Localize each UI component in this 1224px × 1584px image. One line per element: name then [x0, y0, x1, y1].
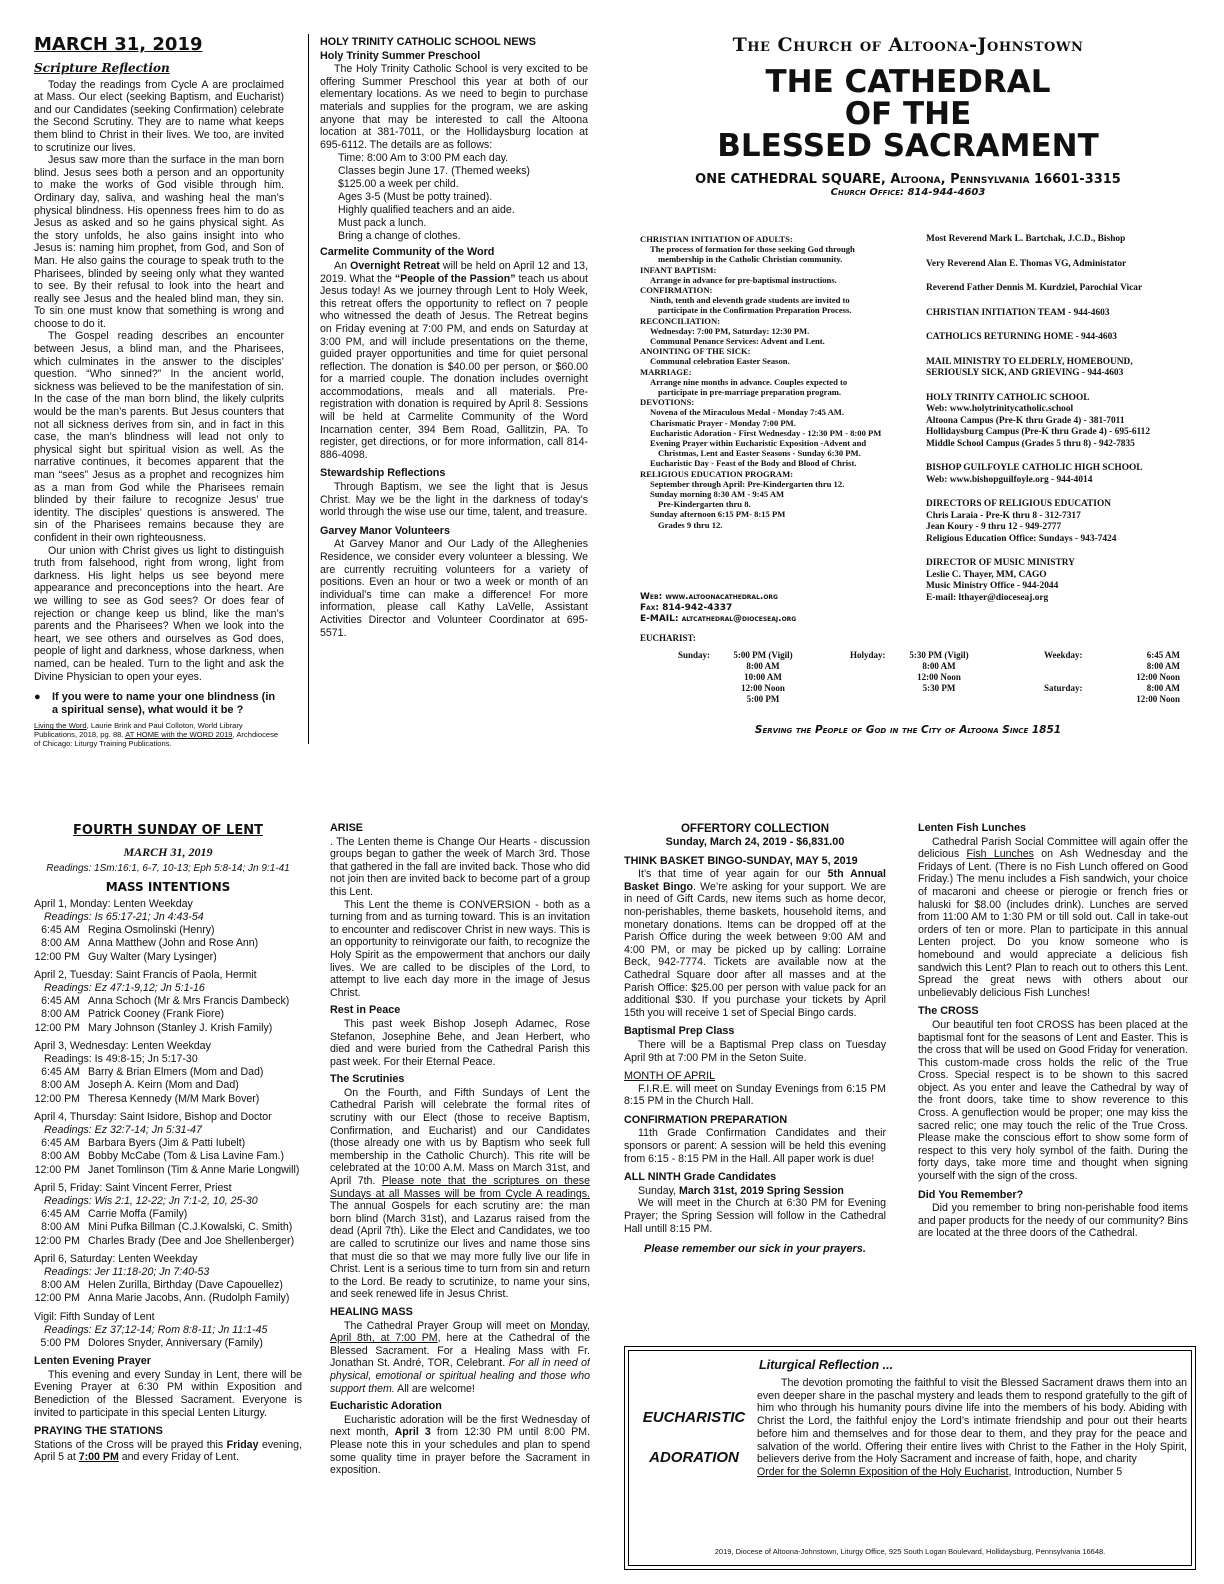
- list-item: Bring a change of clothes.: [338, 230, 461, 243]
- saturday-times: [1110, 683, 1180, 705]
- carmelite-text: An Overnight Retreat will be held on April 12 and 13, 2019. What the “People of the Passion” teach us about Jesus today! As we journey through Lent to Holy Week, this retreat offers the opportunity to reflect on 7 people who witnessed the death of Jesus. The Retreat begins on Friday evening at 7:00 PM, and ends on Saturday at 3:00 PM, and will include presentations on the theme, guided prayer opportunities and time for quiet personal reflection. The donation is $40.00 per person, or $60.00 for a married couple. The donation includes overnight accommodations, meals and all materials. Pre-registration with donation is required by April 8. Sessions will be held at Carmelite Community of the Word Incarnation center, 394 Bem Road, Gallitzin, PA. To register, get directions, or for more information, call 814-886-4098.: [320, 259, 588, 461]
- garvey-heading: Garvey Manor Volunteers: [320, 524, 451, 537]
- directory-line: participate in pre-marriage preparation program.: [658, 387, 842, 398]
- mass-time: 5:00 PM: [746, 694, 780, 704]
- vigil-readings: Readings: Ez 37;12-14; Rom 8:8-11; Jn 11:1-45: [44, 1323, 268, 1336]
- mass-intentions-heading: MASS INTENTIONS: [105, 880, 231, 895]
- liturgical-reflection-title: Liturgical Reflection ...: [759, 1358, 894, 1372]
- mass-time: 5:30 PM: [922, 683, 956, 693]
- lenten-evening-prayer-heading: Lenten Evening Prayer: [34, 1355, 152, 1368]
- fish-lunch-column: [918, 822, 1188, 1338]
- mass-time: 5:00 PM (Vigil): [733, 650, 793, 660]
- directory-line: CATHOLICS RETURNING HOME - 944-4603: [926, 332, 1117, 342]
- citation-text: , Laurie Brink and Paul Colloton, World Library Publications, 2018, pg. 88.: [34, 721, 243, 740]
- directory-line: RELIGIOUS EDUCATION PROGRAM:: [640, 468, 794, 479]
- month-text: F.I.R.E. will meet on Sunday Evenings from 6:15 PM 8:15 PM in the Church Hall.: [624, 1082, 886, 1108]
- holyday-label: Holyday:: [850, 650, 886, 660]
- directory-line: Sunday morning 8:30 AM - 9:45 AM: [650, 489, 785, 500]
- directory-line: Arrange in advance for pre-baptismal instructions.: [650, 274, 837, 285]
- offertory-amount: Sunday, March 24, 2019 - $6,831.00: [665, 836, 845, 848]
- healing-mass-text: The Cathedral Prayer Group will meet on Monday, April 8th, at 7:00 PM, here at the Cathedral of the Blessed Sacrament. For a Healing Mass with Fr. Jonathan St. André, TOR, Celebrant. For all in need of physical, emotional or spiritual healing and those who support them. All are welcome!: [330, 1319, 590, 1395]
- directory-line: Jean Koury - 9 thru 12 - 949-2777: [926, 522, 1062, 532]
- remember-heading: Did You Remember?: [918, 1188, 1024, 1201]
- sick-reminder: Please remember our sick in your prayers.: [644, 1243, 866, 1256]
- intention-row: 8:00 AM Bobby McCabe (Tom & Lisa Lavine Fam.): [41, 1150, 285, 1163]
- preschool-text: The Holy Trinity Catholic School is very excited to be offering Summer Preschool this year at both of our elementary locations. As we need to begin to purchase materials and supplies for the program, we are asking anyone that may be interested to call the Altoona location at 381-7011, or the Hollidaysburg location at 695-6112. The details are as follows:: [320, 63, 588, 151]
- intention-row: 6:45 AM Barbara Byers (Jim & Patti Iubelt): [41, 1137, 246, 1150]
- list-item: Classes begin June 17. (Themed weeks): [338, 165, 530, 178]
- directory-line: CONFIRMATION:: [640, 285, 713, 296]
- confirmation-text: 11th Grade Confirmation Candidates and their sponsors or parent: A session will be held this evening from 6:15 - 8:15 PM in the Hall. All paper work is due!: [624, 1127, 886, 1165]
- garvey-text: At Garvey Manor and Our Lady of the Alleghenies Residence, we consider every volunteer a blessing. We are currently recruiting volunteers for a variety of positions. Even an hour or two a week or month of an individual’s time can make a difference! For more information, please call Kathy LaVelle, Assistant Activities Director and Volunteer Coordinator at 695-5571.: [320, 538, 588, 639]
- directory-line: HOLY TRINITY CATHOLIC SCHOOL: [926, 392, 1090, 403]
- offertory-column: [624, 822, 886, 1338]
- directory-line: Web: www.holytrinitycatholic.school: [926, 404, 1074, 414]
- day-title: April 2, Tuesday: Saint Francis of Paola, Hermit: [34, 968, 257, 981]
- list-item: $125.00 a week per child.: [338, 178, 459, 191]
- directory-line: MAIL MINISTRY TO ELDERLY, HOMEBOUND,: [926, 356, 1133, 367]
- directory-line: CHRISTIAN INITIATION TEAM - 944-4603: [926, 307, 1110, 318]
- citation-title: AT HOME with the WORD 2019: [125, 730, 233, 740]
- cathedral-title: THE CATHEDRAL OF THE BLESSED SACRAMENT: [717, 64, 1099, 164]
- stations-heading: PRAYING THE STATIONS: [34, 1425, 163, 1438]
- day-block: [34, 898, 302, 964]
- reflection-question: [34, 691, 284, 717]
- day-block: [34, 1111, 302, 1177]
- spacer: [926, 545, 1188, 558]
- citation: [34, 721, 284, 748]
- cross-text: Our beautiful ten foot CROSS has been placed at the baptismal font for the seasons of Lent and Easter. This is the cross that will be used on Good Friday for veneration. This custom-made cross holds the relic of the True Cross. Special respect is to be shown to this sacred object. As you enter and leave the Cathedral by way of the front doors, take time to show reverence to this Cross. A genuflection would be proper; one may kiss the sacred relic; one may touch the relic of the True Cross. Please make the conscious effort to show some form of respect to this very holy symbol of the faith. During the forty days, take more time and thought when signing yourself with the sign of the cross.: [918, 1018, 1188, 1183]
- sunday-times: [718, 650, 808, 705]
- spacer: [926, 246, 1188, 259]
- list-item: Time: 8:00 Am to 3:00 PM each day.: [338, 152, 509, 165]
- mass-time: 12:00 Noon: [741, 683, 785, 693]
- bullet-icon: ●: [34, 691, 41, 704]
- bullet-text: If you were to name your one blindness (in a spiritual sense), what would it be ?: [52, 691, 276, 717]
- mass-time: 12:00 Noon: [1136, 694, 1180, 704]
- adoration-footer: 2019, Diocese of Altoona-Johnstown, Liturgy Office, 925 South Logan Boulevard, Hollidaysburg, Pennsylvania 16648.: [714, 1547, 1106, 1556]
- stewardship-heading: Stewardship Reflections: [320, 467, 446, 480]
- eucharist-schedule: [640, 633, 1190, 713]
- directory-line: ANOINTING OF THE SICK:: [640, 346, 751, 357]
- day-readings: Readings: Is 49:8-15; Jn 5:17-30: [44, 1053, 198, 1066]
- directory-line: DIRECTORS OF RELIGIOUS EDUCATION: [926, 499, 1112, 509]
- day-block: [34, 1182, 302, 1248]
- list-item: Must pack a lunch.: [338, 217, 427, 230]
- column-divider: [308, 34, 309, 744]
- confirmation-heading: CONFIRMATION PREPARATION: [624, 1113, 788, 1126]
- directory-line: Pre-Kindergarten thru 8.: [658, 499, 751, 510]
- directory-line: September through April: Pre-Kindergarten thru 12.: [650, 478, 845, 489]
- mass-time: 12:00 Noon: [1136, 672, 1180, 682]
- intention-row: 8:00 AM Anna Matthew (John and Rose Ann): [41, 937, 259, 950]
- list-item: Ages 3-5 (Must be potty trained).: [338, 191, 493, 204]
- baptismal-prep-text: There will be a Baptismal Prep class on Tuesday April 9th at 7:00 PM in the Seton Suite.: [624, 1038, 886, 1064]
- scripture-paragraph: The Gospel reading describes an encounter between Jesus, a blind man, and the Pharisees, which culminates in the answer to the disciples’ question. “Who sinned?” In the ancient world, sickness was believed to be the manifestation of sin. In the case of the man born blind, the likely culprits would be the man’s parents. But Jesus counters that not all sickness derives from sin, and in fact in this case, the man’s blindness will lead not only to physical sight but spiritual vision as well. As the narrative continues, it becomes apparent that the man “sees” Jesus as a prophet and recognizes him as a man from God while the Pharisees remain blinded by their failure to recognize Jesus’ true identity. The disciples’ questions is answered. The sin of the Pharisees remains because they are confident in their own righteousness.: [34, 330, 284, 544]
- rest-in-peace-heading: Rest in Peace: [330, 1004, 401, 1017]
- directory-line: Novena of the Miraculous Medal - Monday 7:45 AM.: [650, 407, 845, 418]
- directory-line: Wednesday: 7:00 PM, Saturday: 12:30 PM.: [650, 325, 810, 336]
- weekday-times: [1110, 650, 1180, 683]
- mass-time: 5:30 PM (Vigil): [909, 650, 969, 660]
- directory-line: Music Ministry Office - 944-2044: [926, 581, 1059, 591]
- mass-time: 8:00 AM: [922, 661, 956, 671]
- directory-line: RECONCILIATION:: [640, 315, 721, 326]
- holyday-times: [894, 650, 984, 694]
- directory-line: Middle School Campus (Grades 5 thru 8) - 942-7835: [926, 438, 1135, 449]
- carmelite-heading: Carmelite Community of the Word: [320, 246, 495, 259]
- scripture-reflection-heading: Scripture Reflection: [34, 61, 170, 75]
- intention-row: 12:00 PM Anna Marie Jacobs, Ann. (Rudolph Family): [34, 1292, 290, 1305]
- mass-time: 8:00 AM: [746, 661, 780, 671]
- spacer: [926, 295, 1188, 308]
- mass-time: 8:00 AM: [1146, 683, 1180, 693]
- intention-row: 8:00 AM Mini Pufka Billman (C.J.Kowalski, C. Smith): [41, 1221, 293, 1234]
- vigil-block: [34, 1311, 302, 1351]
- directory-line: DIRECTOR OF MUSIC MINISTRY: [926, 558, 1075, 568]
- offertory-heading: OFFERTORY COLLECTION: [680, 823, 829, 835]
- directory-line: participate in the Confirmation Preparation Process.: [658, 305, 852, 316]
- intention-row: 12:00 PM Guy Walter (Mary Lysinger): [34, 950, 217, 963]
- day-readings: Readings: Ez 47:1-9,12; Jn 5:1-16: [44, 982, 205, 994]
- fish-lunch-heading: Lenten Fish Lunches: [918, 822, 1026, 834]
- day-readings: Readings: Jer 11:18-20; Jn 7:40-53: [44, 1266, 210, 1279]
- eucharistic-adoration-text: Eucharistic adoration will be the first Wednesday of next month, April 3 from 12:30 PM until 8:00 PM. Please note this in your schedules and plan to spend some quality time in prayer before the Sacrament in exposition.: [330, 1413, 590, 1477]
- directory-line: Ninth, tenth and eleventh grade students are invited to: [650, 295, 850, 306]
- directory-line: Christmas, Lent and Easter Seasons - Sunday 6:30 PM.: [658, 448, 861, 459]
- directory-line: Chris Laraia - Pre-K thru 8 - 312-7317: [926, 510, 1081, 521]
- directory-line: Altoona Campus (Pre-K thru Grade 4) - 381-7011: [926, 415, 1125, 426]
- intention-row: 12:00 PM Theresa Kennedy (M/M Mark Bover): [34, 1092, 260, 1105]
- directory-line: CHRISTIAN INITIATION OF ADULTS:: [640, 234, 793, 244]
- scripture-paragraph: Our union with Christ gives us light to distinguish truth from falsehood, right from wrong, light from darkness. His light helps us see beyond mere appearance and preconceptions into the heart. Are we willing to see as God sees? Or does fear of rejection or change keep us blind, like the man’s parents and the Pharisees? When we look into the heart, we see others and ourselves as God does, people of light and darkness, whose darkness, when named, can be healed. Turn to the light and ask the Divine Physician to open your eyes.: [34, 544, 284, 683]
- serving-tagline: Serving the People of God in the City of Altoona Since 1851: [754, 724, 1062, 736]
- preschool-heading: Holy Trinity Summer Preschool: [320, 49, 481, 62]
- intention-row: 8:00 AM Helen Zurilla, Birthday (Dave Capouellez): [41, 1279, 283, 1292]
- directory-line: Eucharistic Adoration - First Wednesday - 12:30 PM - 8:00 PM: [650, 427, 882, 438]
- directory-line: The process of formation for those seeking God through: [650, 244, 855, 255]
- directory-line: Most Reverend Mark L. Bartchak, J.C.D., Bishop: [926, 234, 1126, 244]
- directory-line: Web: www.bishopguilfoyle.org - 944-4014: [926, 474, 1093, 485]
- contact-block: [640, 592, 920, 625]
- stations-text: Stations of the Cross will be prayed this Friday evening, April 5 at 7:00 PM and every Friday of Lent.: [34, 1438, 302, 1464]
- arise-text: . The Lenten theme is Change Our Hearts - discussion groups began to gather the week of March 3rd. Those that gathered in the fall are invited back. Those who did not join then are invited back to become part of a group this Lent.: [330, 835, 590, 898]
- arise-column: [330, 822, 590, 1570]
- day-readings: Readings: Is 65:17-21; Jn 4:43-54: [44, 910, 204, 923]
- directory-line: Evening Prayer within Eucharistic Exposition -Advent and: [650, 438, 867, 449]
- directory-line: MARRIAGE:: [640, 366, 692, 377]
- intention-row: 12:00 PM Charles Brady (Dee and Joe Shellenberger): [34, 1234, 295, 1247]
- intention-row: 6:45 AM Anna Schoch (Mr & Mrs Francis Dambeck): [41, 995, 290, 1008]
- directory-line: Charismatic Prayer - Monday 7:00 PM.: [650, 417, 796, 428]
- mass-intentions-column: [34, 822, 302, 1570]
- directory-line: Religious Education Office: Sundays - 943-7424: [926, 533, 1117, 544]
- cross-heading: The CROSS: [918, 1005, 979, 1018]
- scripture-paragraph: Today the readings from Cycle A are proclaimed at Mass. Our elect (seeking Baptism, and Eucharist) and our Candidates (seeking Confirmation) celebrate the Second Scrutiny. They are to name what keeps them blind to Christ in their lives. We too, are invited to scrutinize our lives.: [34, 78, 284, 154]
- directory-line: Communal celebration Easter Season.: [650, 356, 790, 367]
- citation-text: , Archdiocese of Chicago: Liturgy Training Publications.: [34, 730, 279, 749]
- fax: Fax: 814-942-4337: [640, 603, 733, 613]
- baptismal-prep-heading: Baptismal Prep Class: [624, 1025, 735, 1038]
- directory-line: Eucharistic Day - Feast of the Body and Blood of Christ.: [650, 458, 857, 469]
- day-block: [34, 1040, 302, 1106]
- mass-intentions-list: [34, 898, 302, 1306]
- directory-line: BISHOP GUILFOYLE CATHOLIC HIGH SCHOOL: [926, 463, 1143, 473]
- liturgical-reflection-inner: [628, 1350, 1192, 1566]
- lenten-evening-prayer-text: This evening and every Sunday in Lent, there will be Evening Prayer at 6:30 PM within Exposition and Benediction of the Blessed Sacrament. Everyone is invited to participate in this special Lenten Liturgy.: [34, 1368, 302, 1419]
- spacer: [926, 344, 1188, 357]
- mass-time: 6:45 AM: [1146, 650, 1180, 660]
- bingo-heading: THINK BASKET BINGO-SUNDAY, MAY 5, 2019: [624, 854, 858, 867]
- day-block: [34, 1253, 302, 1306]
- intention-row: 5:00 PM Dolores Snyder, Anniversary (Family): [40, 1337, 263, 1350]
- scripture-column: [34, 34, 284, 754]
- intention-row: 8:00 AM Joseph A. Keirn (Mom and Dad): [41, 1079, 239, 1092]
- directory-line: Leslie C. Thayer, MM, CAGO: [926, 569, 1047, 580]
- directory-line: Arrange nine months in advance. Couples expected to: [650, 376, 848, 387]
- rest-in-peace-text: This past week Bishop Joseph Adamec, Rose Stefanon, Josephine Behe, and Jean Herbert, who died and were buried from the Cathedral Parish this past week. For their Eternal Peace.: [330, 1017, 590, 1068]
- day-title: April 4, Thursday: Saint Isidore, Bishop and Doctor: [34, 1110, 272, 1123]
- day-readings: Readings: Wis 2:1, 12-22; Jn 7:1-2, 10, 25-30: [44, 1195, 258, 1208]
- directory-line: Hollidaysburg Campus (Pre-K thru Grade 4) - 695-6112: [926, 427, 1151, 437]
- school-news-heading: HOLY TRINITY CATHOLIC SCHOOL NEWS: [320, 36, 536, 48]
- adoration-label-2: ADORATION: [649, 1449, 739, 1466]
- saturday-label: Saturday:: [1044, 683, 1083, 693]
- list-item: Highly qualified teachers and an aide.: [338, 204, 515, 217]
- sunday-date: MARCH 31, 2019: [123, 845, 213, 859]
- day-title: April 1, Monday: Lenten Weekday: [34, 897, 193, 910]
- school-news-column: [320, 36, 588, 756]
- directory-line: Grades 9 thru 12.: [658, 519, 723, 530]
- intention-row: 6:45 AM Barry & Brian Elmers (Mom and Dad): [41, 1066, 264, 1079]
- eucharistic-adoration-heading: Eucharistic Adoration: [330, 1400, 442, 1413]
- sacraments-directory: [640, 234, 920, 530]
- ninth-grade-date: Sunday, March 31st, 2019 Spring Session: [638, 1184, 844, 1197]
- directory-line: membership in the Catholic Christian community.: [658, 254, 843, 265]
- masthead: [628, 34, 1188, 198]
- directory-line: Sunday afternoon 6:15 PM- 8:15 PM: [650, 509, 786, 520]
- intention-row: 8:00 AM Patrick Cooney (Frank Fiore): [41, 1008, 224, 1021]
- intention-row: 6:45 AM Regina Osmolinski (Henry): [41, 924, 215, 937]
- scrutinies-text: On the Fourth, and Fifth Sundays of Lent the Cathedral Parish will celebrate the formal rites of scrutiny with our Elect (those to receive Baptism, Confirmation, and Eucharist) and our Candidates (those already one with us by Baptism who seek full membership in the Catholic Church). This rite will be celebrated at the 10:00 A.M. Mass on March 31st, and April 7th. Please note that the scriptures on these Sundays at all Masses will be from Cycle A readings. The annual Gospels for each scrutiny are: the man born blind (March 31st), and Lazarus raised from the dead (April 7th). Like the Elect and Candidates, we too are called to scrutinize our lives and name those sins that must die so that we may more fully live our life in Christ. Lent is a serious time to turn from sin and return to the Lord. Be ready to scrutinize, to name your sins, and seek renewed life in Jesus Christ.: [330, 1086, 590, 1301]
- preschool-details: [338, 152, 588, 243]
- eucharist-label: EUCHARIST:: [640, 633, 696, 643]
- spacer: [926, 270, 1188, 283]
- directory-line: Reverend Father Dennis M. Kurdziel, Parochial Vicar: [926, 283, 1143, 293]
- spacer: [926, 319, 1188, 332]
- citation-title: Living the Word: [34, 721, 87, 731]
- directory-line: Very Reverend Alan E. Thomas VG, Administator: [926, 258, 1127, 269]
- vigil-title: Vigil: Fifth Sunday of Lent: [34, 1310, 155, 1323]
- day-title: April 5, Friday: Saint Vincent Ferrer, Priest: [34, 1181, 232, 1194]
- address: ONE CATHEDRAL SQUARE, Altoona, Pennsylvania 16601-3315: [695, 172, 1121, 187]
- mass-time: 8:00 AM: [1146, 661, 1180, 671]
- email: E-MAIL: altcathedral@dioceseaj.org: [640, 614, 797, 624]
- adoration-source: Order for the Solemn Exposition of the Holy Eucharist: [757, 1465, 1009, 1478]
- directory-line: INFANT BAPTISM:: [640, 264, 717, 275]
- scripture-paragraph: Jesus saw more than the surface in the man born blind. Jesus sees both a person and an opportunity to make the works of God visible through him. Ordinary day, saliva, and washing heal the man’s physical blindness. His openness frees him to do as Jesus as asked and so he gains physical sight. As the story unfolds, he also gains insight into who Jesus is: naming him prophet, from God, and Son of Man. He also gains the courage to speak truth to the Pharisees, blinded by seeing only what they wanted to see. By their refusal to look into the heart and really see Jesus and the healed blind man, they sin. To sin one must know that something is wrong and choose to do it.: [34, 154, 284, 330]
- scrutinies-heading: The Scrutinies: [330, 1073, 405, 1086]
- weekday-label: Weekday:: [1044, 650, 1083, 660]
- church-office-phone: Church Office: 814-944-4603: [830, 187, 986, 198]
- ninth-grade-text: We will meet in the Church at 6:30 PM for Evening Prayer; the Spring Session will follow in the Cathedral Hall untill 8:15 PM.: [624, 1197, 886, 1235]
- website: Web: www.altoonacathedral.org: [640, 592, 778, 602]
- directory-line: SERIOUSLY SICK, AND GRIEVING - 944-4603: [926, 368, 1124, 378]
- staff-directory: [926, 234, 1188, 604]
- sunday-readings: Readings: 1Sm:16:1, 6-7, 10-13; Eph 5:8-14; Jn 9:1-41: [46, 862, 290, 874]
- arise-text: This Lent the theme is CONVERSION - both as a turning from and as turning toward. This is an invitation to encounter and rediscover Christ in new ways. This is an opportunity to reinvigorate our faith, to recognize the Holy Spirit as the empowerment that anchors our daily lives. We are called to be disciples of the Lord, to attempt to live each day more in the image of Jesus Christ.: [330, 898, 590, 999]
- sunday-title: FOURTH SUNDAY OF LENT: [73, 823, 263, 838]
- intention-row: 12:00 PM Mary Johnson (Stanley J. Krish Family): [34, 1021, 273, 1034]
- mass-time: 12:00 Noon: [917, 672, 961, 682]
- arise-heading: ARISE: [330, 822, 363, 834]
- intention-row: 12:00 PM Janet Tomlinson (Tim & Anne Marie Longwill): [34, 1163, 300, 1176]
- spacer: [926, 450, 1188, 463]
- date-heading: MARCH 31, 2019: [34, 34, 203, 55]
- directory-line: E-mail: lthayer@dioceseaj.org: [926, 592, 1049, 603]
- adoration-label-1: EUCHARISTIC: [642, 1409, 746, 1426]
- spacer: [926, 380, 1188, 393]
- diocese-title: The Church of Altoona-Johnstown: [732, 34, 1084, 56]
- remember-text: Did you remember to bring non-perishable food items and paper products for the needy of our community? Bins are located at the three doors of the Cathedral.: [918, 1202, 1188, 1240]
- month-heading: MONTH OF APRIL: [624, 1070, 716, 1083]
- mass-time: 10:00 AM: [744, 672, 782, 682]
- day-title: April 6, Saturday: Lenten Weekday: [34, 1252, 198, 1265]
- fish-lunch-text: Cathedral Parish Social Committee will again offer the delicious Fish Lunches on Ash Wednesday and the Fridays of Lent. (There is no Fish Lunch offered on Good Friday.) The menu includes a Fish sandwich, your choice of macaroni and cheese or pierogie or french fries or haluski for $8.00 (includes drink). Lunches are served from 11:00 AM to 1:30 PM or till sold out. Call in take-out orders of ten or more. Plan to participate in this annual Lenten project. Do you know someone who is homebound and would appreciate a delicious fish sandwich this Lent? Plan to reach out to others this Lent. Spread the great news with others about our unbelievably delicious Fish Lunches!: [918, 835, 1188, 999]
- day-readings: Readings: Ez 32:7-14; Jn 5:31-47: [44, 1124, 202, 1137]
- bingo-text: It’s that time of year again for our 5th Annual Basket Bingo. We’re asking for your support. We are in need of Gift Cards, new items such as home decor, non-perishables, theme baskets, household items, and monetary donations. Items can be dropped off at the Parish Office during the week between 9:00 AM and 4:00 PM, or may be picked up by calling: Lorraine Beck, 942-7774. Tickets are available now at the Cathedral Square door after all masses and at the Parish Office: $25.00 per person with value pack for an additional $30. If you purchase your tickets by April 15th you will receive 1 set of Special Bingo cards.: [624, 868, 886, 1019]
- sunday-label: Sunday:: [678, 650, 711, 660]
- directory-line: Communal Penance Services: Advent and Lent.: [650, 336, 825, 347]
- intention-row: 6:45 AM Carrie Moffa (Family): [41, 1208, 188, 1221]
- day-title: April 3, Wednesday: Lenten Weekday: [34, 1039, 211, 1052]
- ninth-grade-heading: ALL NINTH Grade Candidates: [624, 1171, 777, 1184]
- day-block: [34, 969, 302, 1035]
- stewardship-text: Through Baptism, we see the light that is Jesus Christ. May we be the light in the darkness of today’s world through the wise use our time, talent, and treasure.: [320, 481, 588, 519]
- liturgical-reflection-box: [624, 1346, 1196, 1570]
- adoration-text: The devotion promoting the faithful to visit the Blessed Sacrament draws them into an even deeper share in the paschal mystery and leads them to respond gratefully to the gift of him who through his humanity pours divine life into the members of his body. Abiding with Christ the Lord, the faithful enjoy the Lord’s intimate friendship and pour out their hearts before him and themselves and for those dear to them, and they pray for the peace and salvation of the world. Offering their entire lives with Christ to the Father in the Holy Spirit, believers derive from the Holy Sacrament and increase of faith, hope, and charity Order for the Solemn Exposition of the Holy Eucharist, Introduction, Number 5: [757, 1377, 1187, 1478]
- spacer: [926, 486, 1188, 499]
- healing-mass-heading: HEALING MASS: [330, 1305, 413, 1318]
- directory-line: DEVOTIONS:: [640, 397, 695, 408]
